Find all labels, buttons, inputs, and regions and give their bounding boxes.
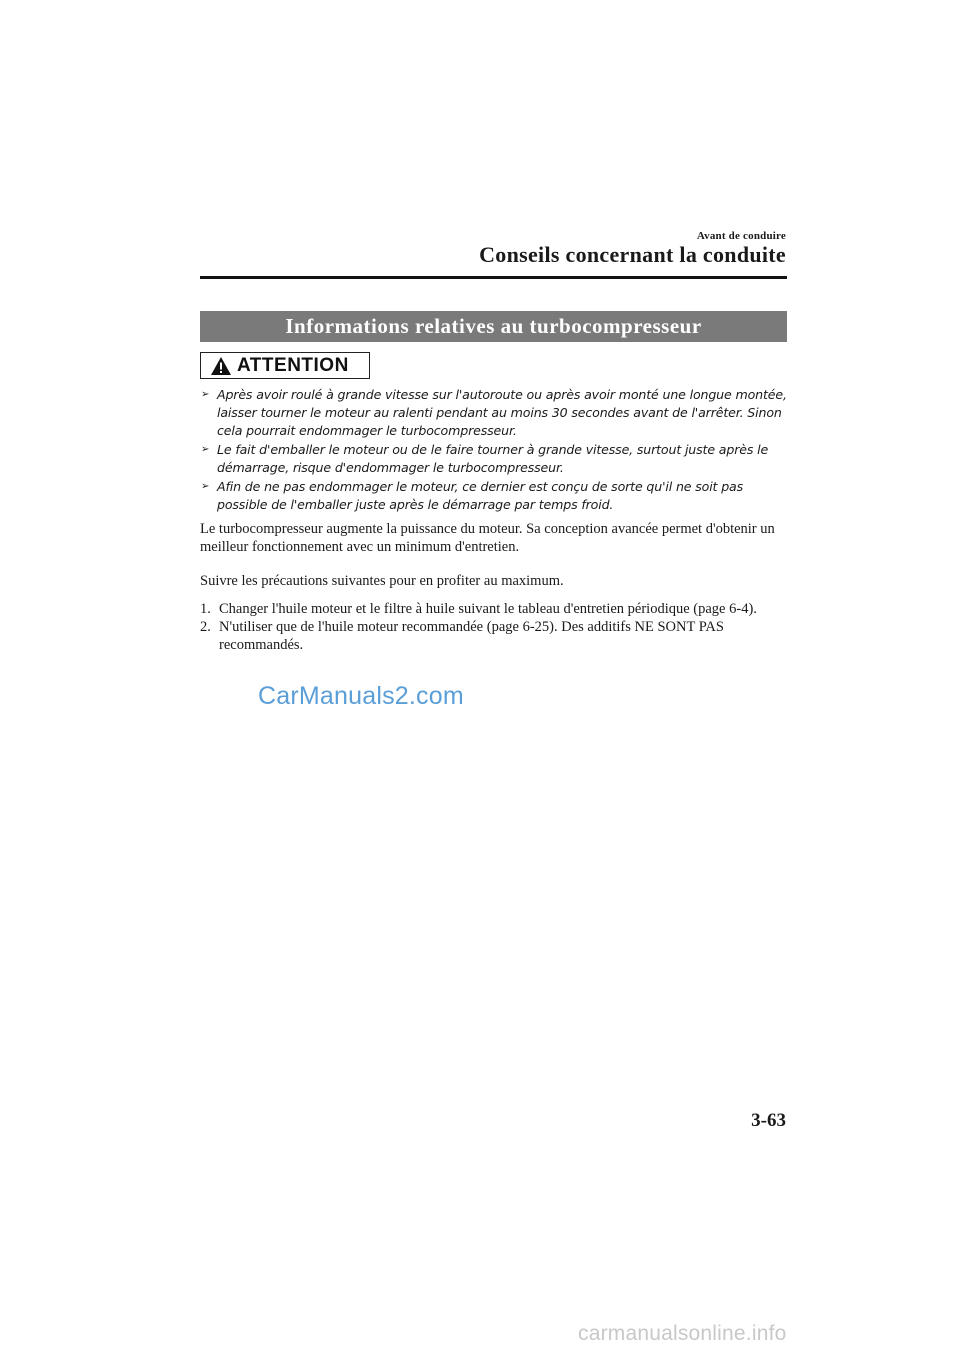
arrow-bullet-icon: ➢ [201, 481, 210, 492]
attention-item-text: Afin de ne pas endommager le moteur, ce dernier est conçu de sorte qu'il ne soit pas possible de l'emballer juste après le démarrage par temps froid. [217, 479, 744, 512]
arrow-bullet-icon: ➢ [201, 444, 210, 455]
list-item [200, 600, 790, 618]
page-title: Conseils concernant la conduite [479, 242, 786, 267]
warning-triangle-icon [210, 356, 232, 376]
intro-paragraph: Le turbocompresseur augmente la puissance du moteur. Sa conception avancée permet d'obtenir un meilleur fonctionnement avec un minimum d'entretien. [200, 521, 775, 555]
list-item-text: N'utiliser que de l'huile moteur recommandée (page 6-25). Des additifs NE SONT PAS recommandés. [219, 619, 724, 653]
attention-label: ATTENTION [237, 354, 349, 376]
attention-item-text: Le fait d'emballer le moteur ou de le faire tourner à grande vitesse, surtout juste après le démarrage, risque d'endommager le turbocompresseur. [217, 442, 769, 475]
arrow-bullet-icon: ➢ [201, 389, 210, 400]
list-item [200, 618, 790, 654]
list-item-text: Changer l'huile moteur et le filtre à huile suivant le tableau d'entretien périodique (page 6-4). [219, 601, 757, 617]
attention-item [200, 478, 790, 514]
precautions-list [200, 600, 790, 654]
attention-item [200, 441, 790, 477]
chapter-label: Avant de conduire [696, 230, 786, 242]
section-title: Informations relatives au turbocompresseur [285, 314, 702, 338]
section-heading [200, 311, 787, 342]
attention-list [200, 386, 790, 515]
watermark-link[interactable]: CarManuals2.com [258, 682, 464, 710]
header-divider [200, 276, 787, 279]
attention-item [200, 386, 790, 440]
attention-badge [200, 352, 370, 379]
precautions-paragraph: Suivre les précautions suivantes pour en profiter au maximum. [200, 573, 564, 589]
page-number: 3-63 [751, 1110, 786, 1131]
attention-item-text: Après avoir roulé à grande vitesse sur l'autoroute ou après avoir monté une longue montée, laisser tourner le moteur au ralenti pendant au moins 30 secondes avant de l'arrêter. Sinon cela pourrait endommager le turbocompresseur. [217, 387, 787, 438]
list-item-number: 1. [200, 601, 211, 617]
list-item-number: 2. [200, 619, 211, 635]
footer-site-link[interactable]: carmanualsonline.info [578, 1322, 787, 1345]
